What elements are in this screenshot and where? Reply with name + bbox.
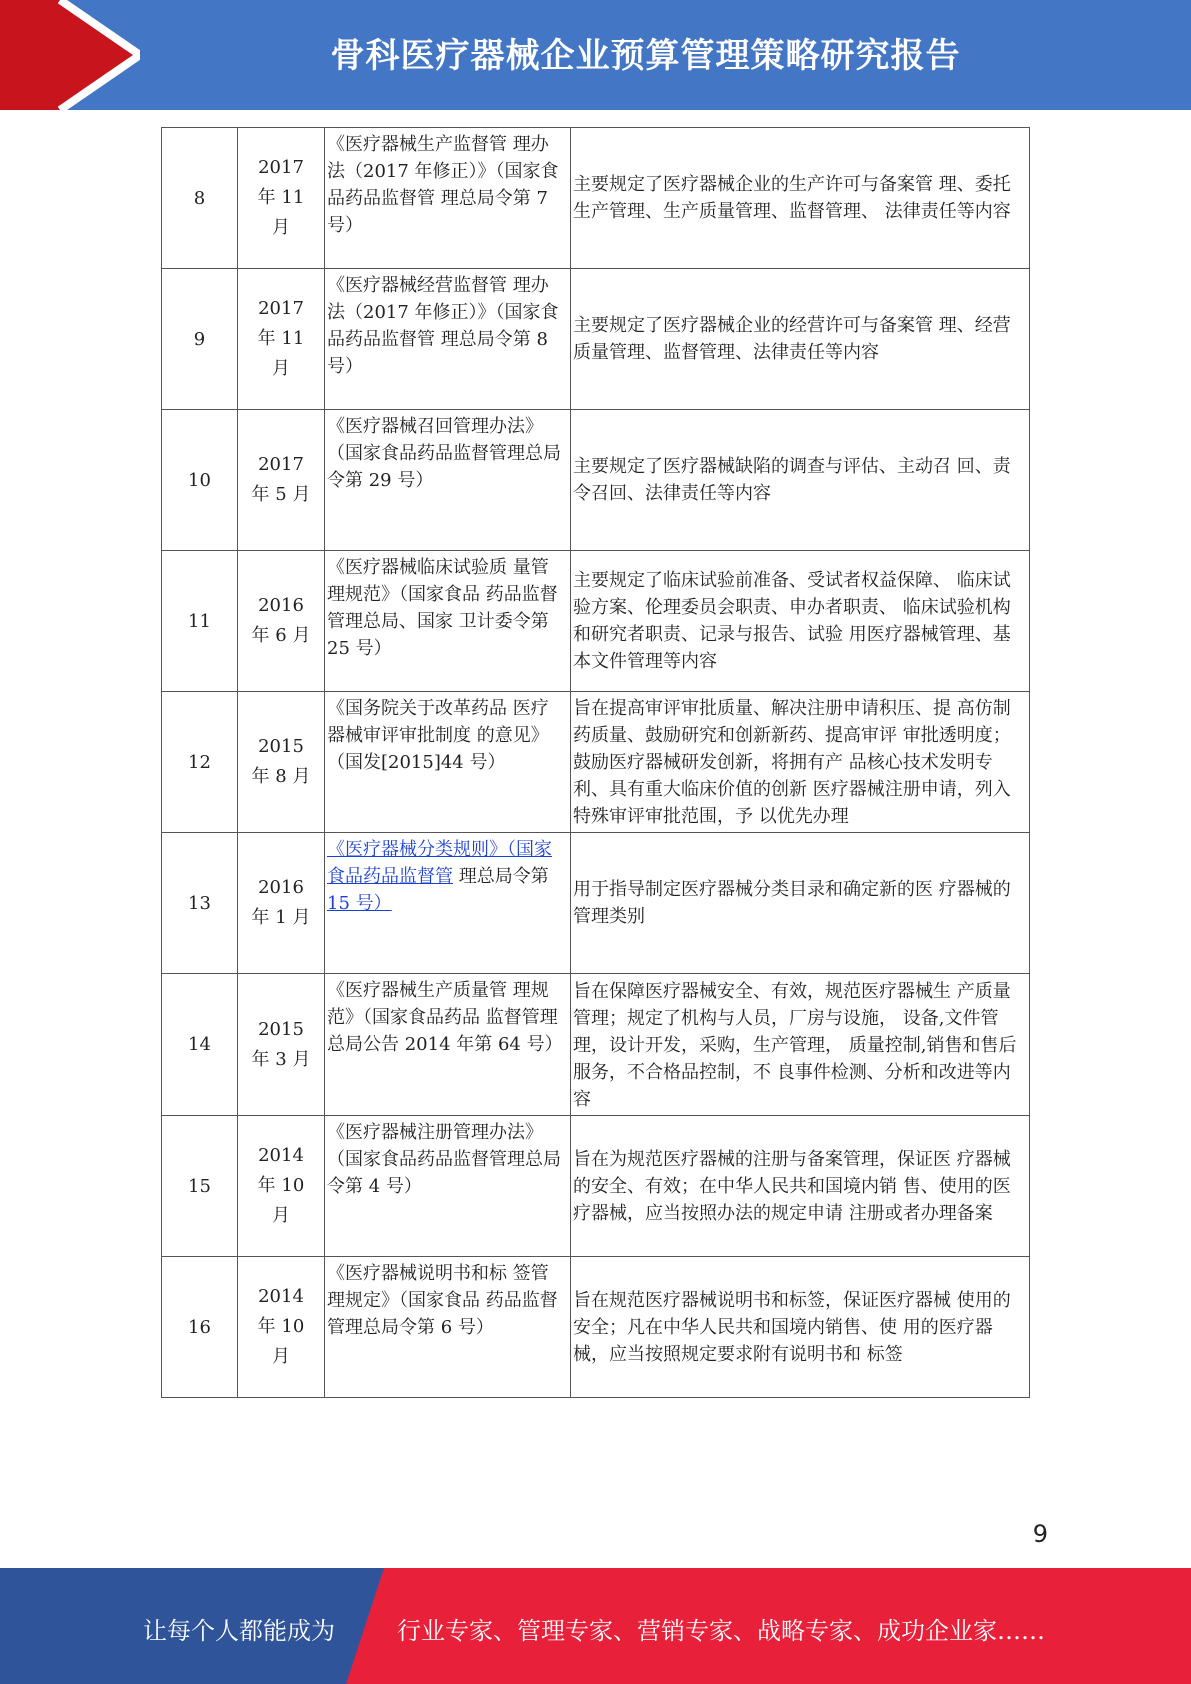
regulation-name: 《医疗器械说明书和标 签管理规定》（国家食品 药品监督管理总局令第 6 号）	[325, 1257, 571, 1398]
footer-slogan-left: 让每个人都能成为	[143, 1617, 335, 1645]
regulation-link[interactable]: 15 号）	[327, 893, 392, 914]
regulation-name: 《医疗器械生产质量管 理规范》（国家食品药品 监督管理总局公告 2014 年第 64 号）	[325, 974, 571, 1116]
row-number: 11	[162, 551, 238, 692]
header-arrow-decoration	[0, 0, 140, 110]
issue-date: 2015 年 8 月	[238, 692, 325, 833]
regulation-name: 《国务院关于改革药品 医疗器械审评审批制度 的意见》（国发[2015]44 号）	[325, 692, 571, 833]
row-number: 12	[162, 692, 238, 833]
table-row	[162, 269, 1030, 410]
row-number: 13	[162, 833, 238, 974]
page-header	[0, 0, 1191, 110]
row-number: 16	[162, 1257, 238, 1398]
table-row	[162, 1116, 1030, 1257]
issue-date: 2014 年 10 月	[238, 1257, 325, 1398]
issue-date: 2017 年 11 月	[238, 269, 325, 410]
regulation-name-text: 理总局令第	[453, 866, 549, 887]
report-title: 骨科医疗器械企业预算管理策略研究报告	[330, 36, 961, 76]
regulation-description: 主要规定了医疗器械缺陷的调查与评估、主动召 回、责令召回、法律责任等内容	[571, 410, 1030, 551]
regulation-description: 旨在保障医疗器械安全、有效，规范医疗器械生 产质量管理；规定了机构与人员，厂房与设施， 设备,文件管理，设计开发，采购，生产管理， 质量控制,销售和售后服务，不合格品控制，不 良事件检测、分析和改进等内容	[571, 974, 1030, 1116]
issue-date: 2017 年 5 月	[238, 410, 325, 551]
regulation-name	[325, 833, 571, 974]
page-number: 9	[1032, 1520, 1048, 1548]
table-row	[162, 128, 1030, 269]
regulation-description: 主要规定了医疗器械企业的生产许可与备案管 理、委托生产管理、生产质量管理、监督管理、 法律责任等内容	[571, 128, 1030, 269]
table-row	[162, 551, 1030, 692]
issue-date: 2017 年 11 月	[238, 128, 325, 269]
table-row	[162, 410, 1030, 551]
row-number: 9	[162, 269, 238, 410]
regulation-name: 《医疗器械生产监督管 理办法（2017 年修正）》（国家食品药品监督管 理总局令第 7 号）	[325, 128, 571, 269]
regulation-name: 《医疗器械召回管理办法》（国家食品药品监督管理总局令第 29 号）	[325, 410, 571, 551]
regulation-description: 旨在规范医疗器械说明书和标签，保证医疗器械 使用的安全；凡在中华人民共和国境内销售、使 用的医疗器械，应当按照规定要求附有说明书和 标签	[571, 1257, 1030, 1398]
regulation-name: 《医疗器械注册管理办法》（国家食品药品监督管理总局令第 4 号）	[325, 1116, 571, 1257]
regulation-name: 《医疗器械经营监督管 理办法（2017 年修正）》（国家食品药品监督管 理总局令第 8 号）	[325, 269, 571, 410]
table-row	[162, 974, 1030, 1116]
regulation-link[interactable]: 《医疗器械分类规则》（国家食品药品监督管	[327, 839, 552, 887]
regulation-name: 《医疗器械临床试验质 量管理规范》（国家食品 药品监督管理总局、国家 卫计委令第 25 号）	[325, 551, 571, 692]
row-number: 8	[162, 128, 238, 269]
regulation-description: 旨在为规范医疗器械的注册与备案管理，保证医 疗器械的安全、有效；在中华人民共和国境内销 售、使用的医疗器械，应当按照办法的规定申请 注册或者办理备案	[571, 1116, 1030, 1257]
row-number: 14	[162, 974, 238, 1116]
regulation-description: 旨在提高审评审批质量、解决注册申请积压、提 高仿制药质量、鼓励研究和创新新药、提高审评 审批透明度；鼓励医疗器械研发创新，将拥有产 品核心技术发明专利、具有重大临床价值的创新 医疗器械注册申请，列入特殊审评审批范围，予 以优先办理	[571, 692, 1030, 833]
regulations-table	[161, 127, 1030, 1398]
table-row	[162, 1257, 1030, 1398]
issue-date: 2014 年 10 月	[238, 1116, 325, 1257]
issue-date: 2016 年 6 月	[238, 551, 325, 692]
regulation-description: 主要规定了临床试验前准备、受试者权益保障、 临床试验方案、伦理委员会职责、申办者职责、 临床试验机构和研究者职责、记录与报告、试验 用医疗器械管理、基本文件管理等内容	[571, 551, 1030, 692]
row-number: 10	[162, 410, 238, 551]
footer-slogan-right: 行业专家、管理专家、营销专家、战略专家、成功企业家……	[397, 1617, 1045, 1645]
table-row	[162, 692, 1030, 833]
issue-date: 2016 年 1 月	[238, 833, 325, 974]
table-row	[162, 833, 1030, 974]
issue-date: 2015 年 3 月	[238, 974, 325, 1116]
regulation-description: 主要规定了医疗器械企业的经营许可与备案管 理、经营质量管理、监督管理、法律责任等内容	[571, 269, 1030, 410]
page-footer	[0, 1568, 1191, 1684]
row-number: 15	[162, 1116, 238, 1257]
regulation-description: 用于指导制定医疗器械分类目录和确定新的医 疗器械的管理类别	[571, 833, 1030, 974]
